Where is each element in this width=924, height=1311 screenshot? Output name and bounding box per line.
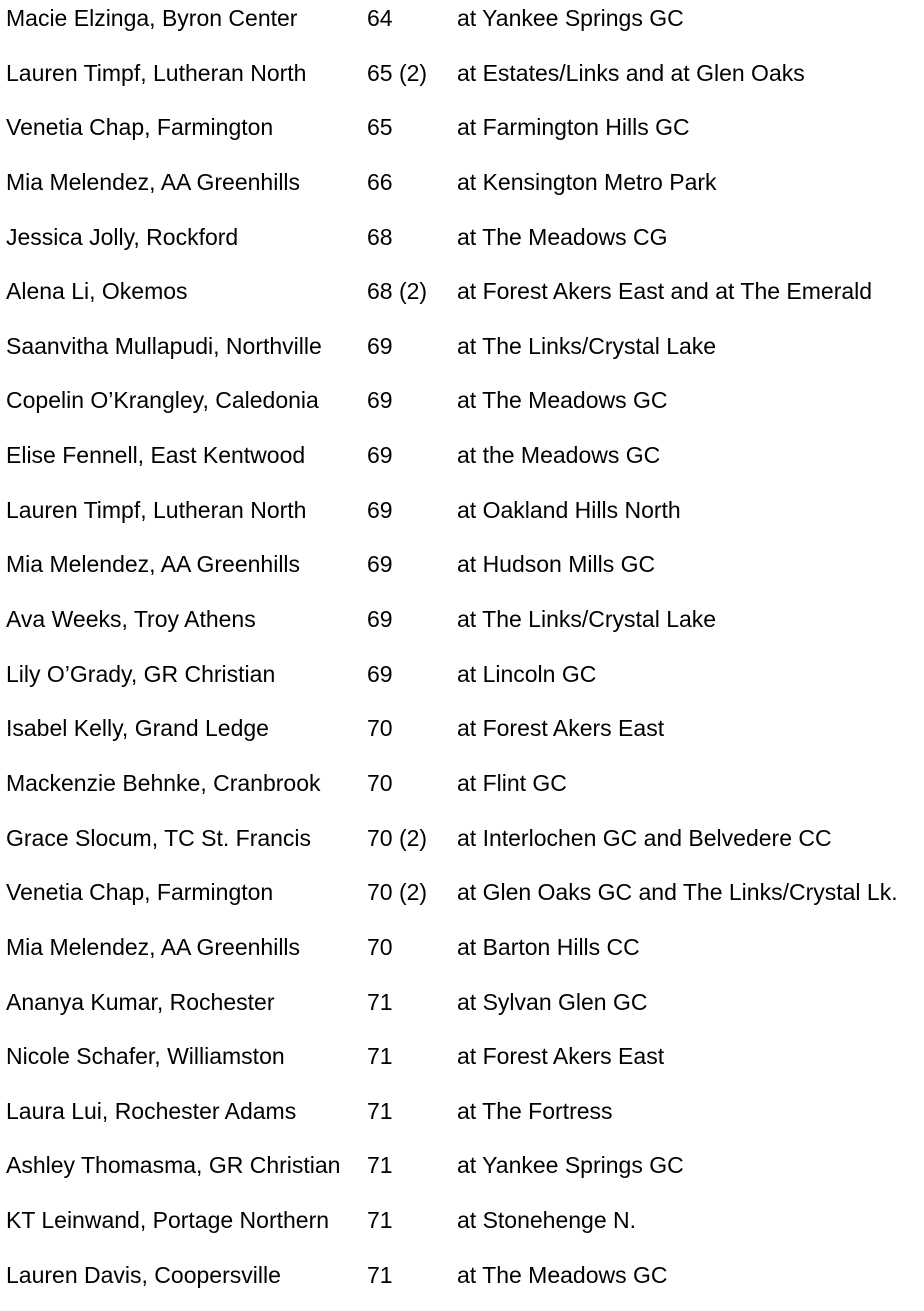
course-name: at Oakland Hills North: [457, 496, 681, 523]
player-name: Lauren Timpf, Lutheran North: [6, 496, 307, 523]
player-name: Jessica Jolly, Rockford: [6, 223, 239, 250]
course-name: at Farmington Hills GC: [457, 114, 690, 141]
course-name: at The Meadows CG: [457, 223, 668, 250]
course-name: at The Links/Crystal Lake: [457, 606, 717, 633]
score-value: 69: [367, 606, 393, 633]
course-name: at Forest Akers East and at The Emerald: [457, 278, 873, 305]
score-value: 71: [367, 988, 393, 1015]
score-value: 70: [367, 715, 393, 742]
player-name: Grace Slocum, TC St. Francis: [6, 824, 312, 851]
course-name: at Stonehenge N.: [457, 1207, 637, 1234]
player-name: Venetia Chap, Farmington: [6, 114, 274, 141]
player-name: Ananya Kumar, Rochester: [6, 988, 275, 1015]
course-name: at Interlochen GC and Belvedere CC: [457, 824, 832, 851]
table-row: [0, 874, 924, 929]
score-value: 70 (2): [367, 879, 428, 906]
score-value: 69: [367, 551, 393, 578]
score-value: 71: [367, 1207, 393, 1234]
score-value: 71: [367, 1261, 393, 1288]
score-value: 71: [367, 1152, 393, 1179]
score-value: 69: [367, 332, 393, 359]
course-name: at the Meadows GC: [457, 442, 661, 469]
score-value: 69: [367, 387, 393, 414]
table-row: [0, 710, 924, 765]
course-name: at Barton Hills CC: [457, 933, 640, 960]
table-row: [0, 109, 924, 164]
table-row: [0, 382, 924, 437]
course-name: at Flint GC: [457, 769, 567, 796]
table-row: [0, 164, 924, 219]
player-name: Isabel Kelly, Grand Ledge: [6, 715, 269, 742]
table-row: [0, 492, 924, 547]
table-row: [0, 273, 924, 328]
table-row: [0, 1202, 924, 1257]
table-row: [0, 1093, 924, 1148]
score-value: 65 (2): [367, 59, 428, 86]
player-name: Ashley Thomasma, GR Christian: [6, 1152, 341, 1179]
course-name: at Yankee Springs GC: [457, 5, 684, 31]
course-name: at Glen Oaks GC and The Links/Crystal Lk.: [457, 879, 898, 906]
score-value: 70: [367, 769, 393, 796]
table-row: [0, 1147, 924, 1202]
player-name: Copelin O’Krangley, Caledonia: [6, 387, 319, 414]
player-name: Mia Melendez, AA Greenhills: [6, 933, 301, 960]
score-value: 71: [367, 1043, 393, 1070]
player-name: Mia Melendez, AA Greenhills: [6, 551, 301, 578]
player-name: Laura Lui, Rochester Adams: [6, 1097, 297, 1124]
score-value: 69: [367, 660, 393, 687]
player-name: Macie Elzinga, Byron Center: [6, 5, 298, 31]
table-row: [0, 656, 924, 711]
player-name: Mia Melendez, AA Greenhills: [6, 168, 301, 195]
table-row: [0, 219, 924, 274]
table-row: [0, 0, 924, 55]
table-row: [0, 765, 924, 820]
table-row: [0, 437, 924, 492]
player-name: Nicole Schafer, Williamston: [6, 1043, 285, 1070]
course-name: at The Meadows GC: [457, 387, 668, 414]
table-row: [0, 601, 924, 656]
course-name: at Hudson Mills GC: [457, 551, 656, 578]
table-row: [0, 1038, 924, 1093]
score-value: 71: [367, 1097, 393, 1124]
table-row: [0, 546, 924, 601]
player-name: Saanvitha Mullapudi, Northville: [6, 332, 322, 359]
table-row: [0, 55, 924, 110]
course-name: at Forest Akers East: [457, 1043, 665, 1070]
table-row: [0, 1257, 924, 1311]
table-row: [0, 328, 924, 383]
table-row: [0, 929, 924, 984]
course-name: at The Links/Crystal Lake: [457, 332, 717, 359]
player-name: Elise Fennell, East Kentwood: [6, 442, 306, 469]
player-name: Lauren Timpf, Lutheran North: [6, 59, 307, 86]
player-name: Lily O’Grady, GR Christian: [6, 660, 276, 687]
player-name: Lauren Davis, Coopersville: [6, 1261, 281, 1288]
score-value: 70: [367, 933, 393, 960]
player-name: KT Leinwand, Portage Northern: [6, 1207, 330, 1234]
course-name: at Forest Akers East: [457, 715, 665, 742]
course-name: at Lincoln GC: [457, 660, 597, 687]
score-value: 69: [367, 496, 393, 523]
table-row: [0, 984, 924, 1039]
score-value: 65: [367, 114, 393, 141]
score-value: 64: [367, 5, 393, 31]
score-value: 70 (2): [367, 824, 428, 851]
player-name: Alena Li, Okemos: [6, 278, 188, 305]
course-name: at The Fortress: [457, 1097, 613, 1124]
course-name: at Estates/Links and at Glen Oaks: [457, 59, 805, 86]
table-row: [0, 820, 924, 875]
score-value: 69: [367, 442, 393, 469]
course-name: at Kensington Metro Park: [457, 168, 717, 195]
player-name: Venetia Chap, Farmington: [6, 879, 274, 906]
player-name: Mackenzie Behnke, Cranbrook: [6, 769, 321, 796]
score-value: 68: [367, 223, 393, 250]
course-name: at The Meadows GC: [457, 1261, 668, 1288]
score-value: 66: [367, 168, 393, 195]
player-name: Ava Weeks, Troy Athens: [6, 606, 256, 633]
course-name: at Yankee Springs GC: [457, 1152, 684, 1179]
course-name: at Sylvan Glen GC: [457, 988, 648, 1015]
score-value: 68 (2): [367, 278, 428, 305]
